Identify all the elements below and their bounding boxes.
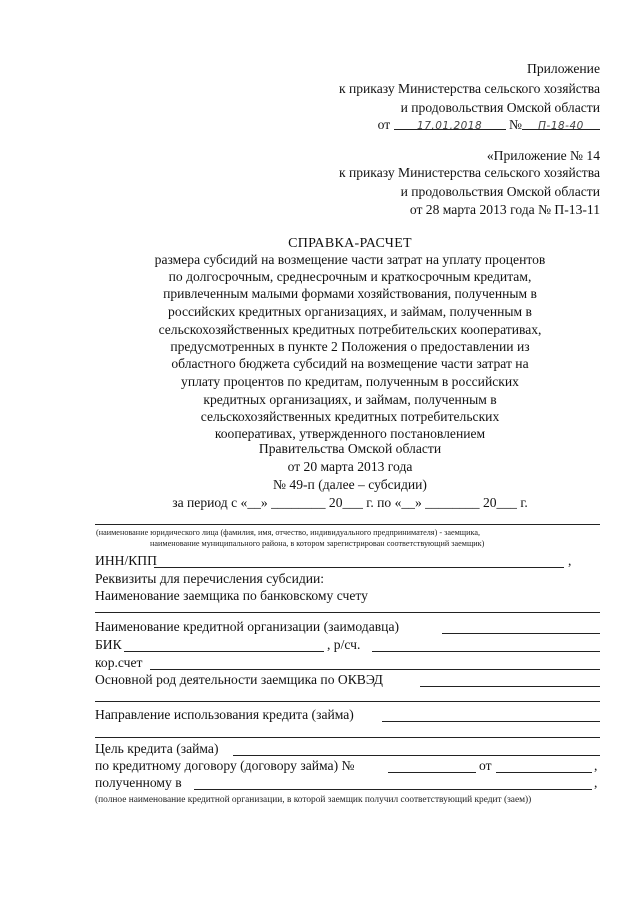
appendix-ministry-line: и продовольствия Омской области — [400, 100, 600, 115]
org-name-note: наименование муниципального района, в котором зарегистрирован соответствующий заемщик) — [150, 539, 485, 548]
title-line: кредитных организациях, и займам, полученным в — [203, 392, 497, 407]
loan-purpose-label: Цель кредита (займа) — [95, 741, 219, 756]
received-in-label: полученному в — [95, 775, 182, 790]
contract-number-field — [388, 772, 476, 773]
title-line: от 20 марта 2013 года — [287, 459, 413, 474]
contract-date-field — [496, 772, 592, 773]
handwritten-number: П-18-40 — [538, 120, 584, 132]
title-line: областного бюджета субсидий на возмещение части затрат на — [171, 356, 529, 371]
title-line: кооперативах, утвержденного постановлением — [214, 426, 486, 441]
title-line: российских кредитных организациях, и займам, полученным в — [168, 304, 532, 319]
account-label: , р/сч. — [327, 637, 361, 652]
appendix-14-order-line: к приказу Министерства сельского хозяйства — [338, 165, 600, 180]
lender-label: Наименование кредитной организации (заимодавца) — [95, 619, 400, 634]
title-line: № 49-п (далее – субсидии) — [273, 477, 427, 492]
org-name-note: (наименование юридического лица (фамилия, имя, отчество, индивидуального предпринимателя) - заемщика, — [96, 528, 481, 537]
lender-full-name-note: (полное наименование кредитной организации, в которой заемщик получил соответствующий кредит (заем)) — [95, 795, 532, 805]
inn-field — [154, 567, 564, 568]
title-line: размера субсидий на возмещение части затрат на уплату процентов — [154, 252, 546, 267]
title-line: предусмотренных в пункте 2 Положения о предоставлении из — [170, 339, 530, 354]
title-line: привлеченным малыми формами хозяйствования, полученным в — [163, 286, 537, 301]
okved-field — [420, 686, 600, 687]
reporting-period-line: за период с «__» ________ 20___ г. по «__» ________ 20___ г. — [172, 495, 528, 510]
title-line: сельскохозяйственных кредитных потребительских — [200, 409, 500, 424]
inn-label: ИНН/КПП — [95, 553, 157, 568]
received-in-field — [194, 789, 592, 790]
loan-direction-label: Направление использования кредита (займа) — [95, 707, 354, 722]
org-name-field — [95, 524, 600, 525]
number-prefix: № — [509, 117, 522, 132]
title-line: по долгосрочным, среднесрочным и краткосрочным кредитам, — [168, 269, 532, 284]
handwritten-date: 17.01.2018 — [417, 120, 483, 132]
title-line: сельскохозяйственных кредитных потребительских кооперативах, — [158, 322, 542, 337]
corr-account-field — [150, 669, 600, 670]
appendix-14-title: «Приложение № 14 — [486, 148, 600, 163]
title-line: Правительства Омской области — [258, 441, 442, 456]
contract-date-label: от — [479, 758, 492, 773]
document-title: СПРАВКА-РАСЧЕТ — [288, 236, 412, 251]
corr-account-label: кор.счет — [95, 655, 143, 670]
lender-field — [442, 633, 600, 634]
appendix-14-date-line: от 28 марта 2013 года № П-13-11 — [409, 202, 600, 217]
loan-direction-field — [382, 721, 600, 722]
received-in-comma: , — [594, 775, 598, 790]
requisites-label: Реквизиты для перечисления субсидии: — [95, 571, 325, 586]
account-field — [372, 651, 600, 652]
contract-comma: , — [594, 758, 598, 773]
appendix-title: Приложение — [527, 61, 600, 76]
contract-number-label: по кредитному договору (договору займа) № — [95, 758, 355, 773]
borrower-bank-name-label: Наименование заемщика по банковскому счету — [95, 588, 368, 603]
number-field — [522, 117, 600, 130]
bik-label: БИК — [95, 637, 122, 652]
appendix-order-line: к приказу Министерства сельского хозяйства — [338, 81, 600, 96]
okved-label: Основной род деятельности заемщика по ОКВЭД — [95, 672, 383, 687]
bik-field — [124, 651, 324, 652]
inn-comma: , — [568, 553, 572, 568]
loan-direction-field-line2 — [95, 737, 600, 738]
appendix-date-line — [378, 117, 600, 133]
borrower-bank-name-field — [95, 612, 600, 613]
date-field — [394, 117, 506, 130]
title-line: уплату процентов по кредитам, полученным в российских — [181, 374, 519, 389]
okved-field-line2 — [95, 701, 600, 702]
loan-purpose-field — [233, 755, 600, 756]
appendix-14-ministry-line: и продовольствия Омской области — [400, 184, 600, 199]
date-prefix: от — [377, 117, 391, 132]
